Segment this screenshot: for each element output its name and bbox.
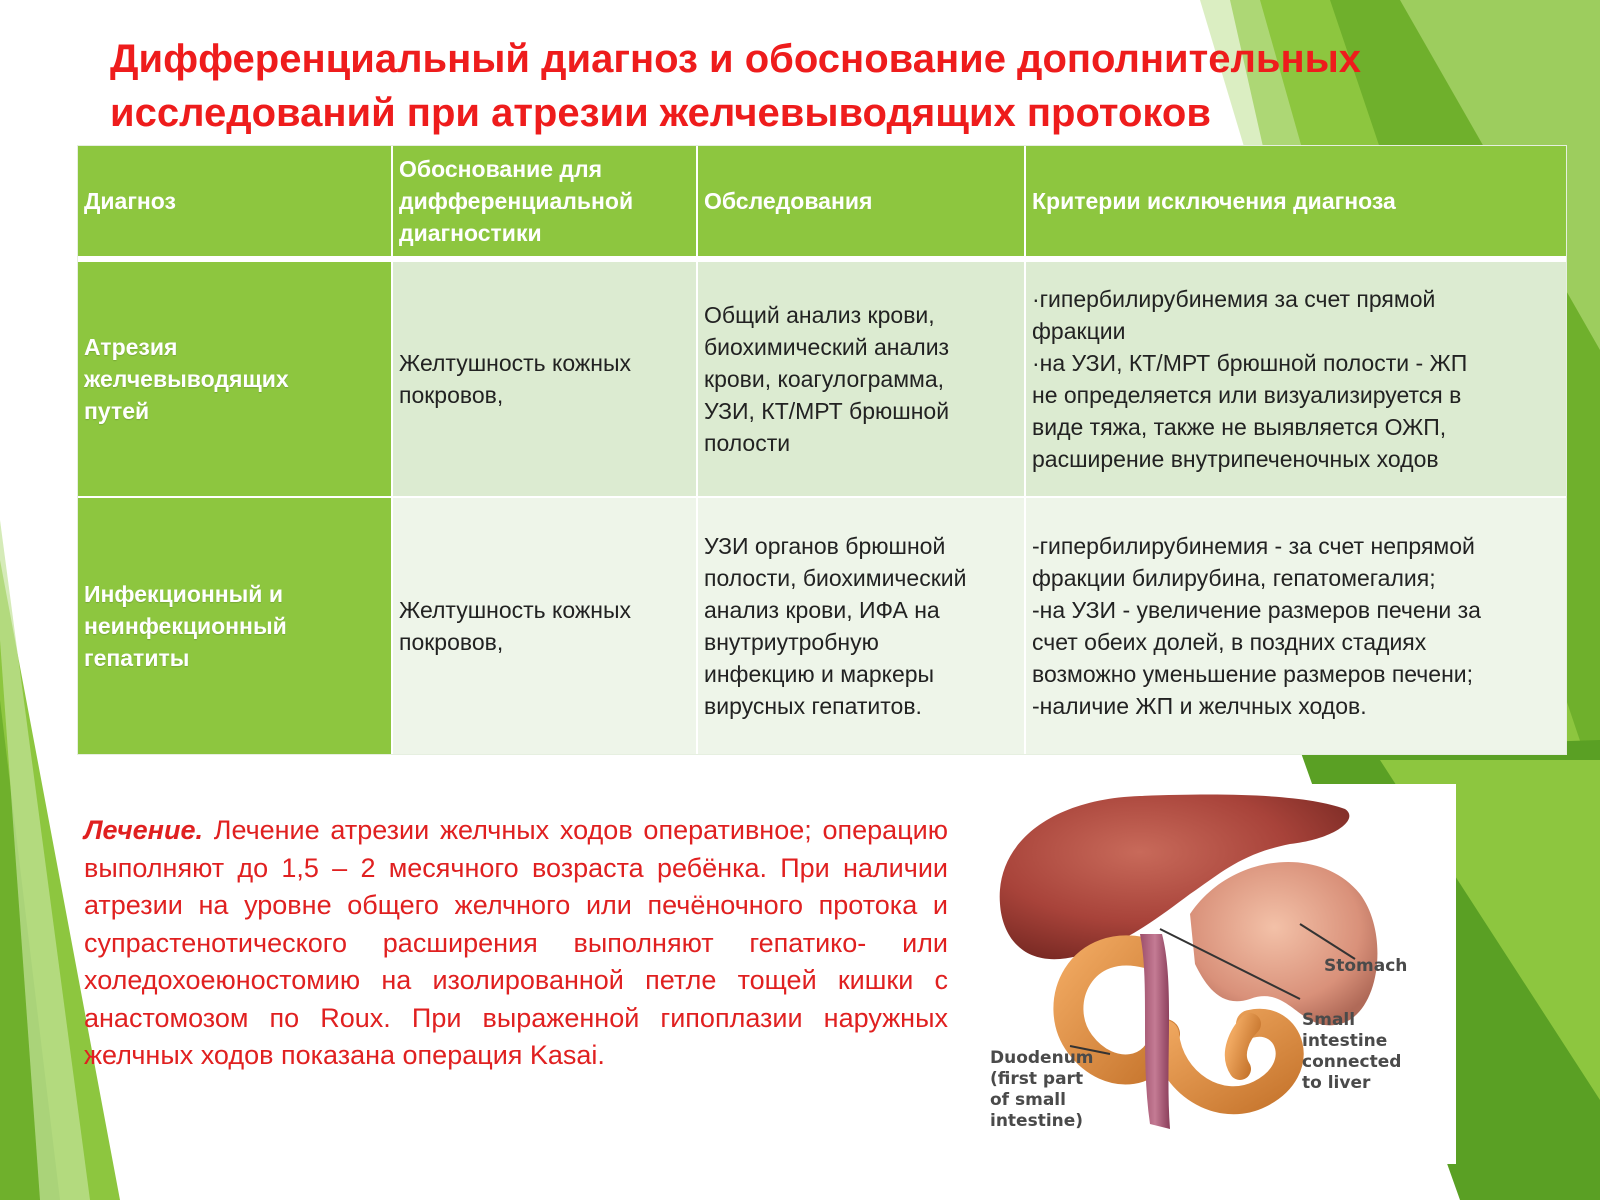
text-line: фракции билирубина, гепатомегалия; — [1032, 565, 1436, 591]
text-line: возможно уменьшение размеров печени; — [1032, 661, 1474, 687]
cell-diagnosis — [78, 262, 393, 496]
label-line: of small — [990, 1090, 1066, 1110]
header-criteria — [1026, 146, 1566, 256]
label-small-intestine — [1302, 1010, 1401, 1094]
label-line: Duodenum — [990, 1048, 1094, 1068]
text-line: Инфекционный и — [84, 581, 283, 607]
criteria-text — [1032, 530, 1481, 722]
text-line: покровов, — [399, 629, 504, 655]
text-line: не определяется или визуализируется в — [1032, 382, 1462, 408]
text-line: инфекцию и маркеры — [704, 661, 935, 687]
cell-diagnosis — [78, 498, 393, 754]
label-line: connected — [1302, 1052, 1402, 1072]
cell-exams — [698, 262, 1026, 496]
cell-criteria — [1026, 262, 1566, 496]
cell-exams — [698, 498, 1026, 754]
table-header-row — [78, 146, 1566, 256]
label-line: Small — [1302, 1010, 1356, 1030]
text-line: крови, коагулограмма, — [704, 366, 945, 392]
exams-text — [704, 299, 949, 459]
label-duodenum — [990, 1048, 1094, 1132]
text-line: -на УЗИ - увеличение размеров печени за — [1032, 597, 1481, 623]
text-line: гепатиты — [84, 645, 190, 671]
header-rationale — [393, 146, 698, 256]
page-title-line-1: Дифференциальный диагноз и обоснование дополнительных — [110, 37, 1362, 81]
rationale-text — [399, 347, 631, 411]
header-exams-label: Обследования — [704, 188, 873, 214]
treatment-text: Лечение атрезии желчных ходов оперативное; операцию выполняют до 1,5 – 2 месячного возраста ребёнка. При наличии атрезии на уровне общего желчного или печёночного протока и супрастенотического расширения выполняют гепатико- или холедохоеюностомию на изолированной петле тощей кишки с анастомозом по Roux. При выраженной гипоплазии наружных желчных ходов показана операция Kasai. — [84, 815, 948, 1070]
criteria-text — [1032, 283, 1467, 475]
text-line: вирусных гепатитов. — [704, 693, 922, 719]
header-diagnosis — [78, 146, 393, 256]
text-line: ·гипербилирубинемия за счет прямой — [1032, 286, 1436, 312]
header-rationale-line: дифференциальной — [399, 188, 634, 214]
header-rationale-line: Обоснование для — [399, 156, 603, 182]
cell-criteria — [1026, 498, 1566, 754]
diagnosis-text — [84, 331, 289, 427]
text-line: покровов, — [399, 382, 504, 408]
page-title-line-2: исследований при атрезии желчевыводящих протоков — [110, 91, 1211, 135]
cell-rationale — [393, 498, 698, 754]
treatment-paragraph — [84, 812, 948, 1075]
text-line: Желтушность кожных — [399, 350, 632, 376]
text-line: -наличие ЖП и желчных ходов. — [1032, 693, 1367, 719]
treatment-heading: Лечение. — [84, 815, 203, 845]
text-line: Атрезия — [84, 334, 178, 360]
header-rationale-line: диагностики — [399, 220, 542, 246]
text-line: виде тяжа, также не выявляется ОЖП, — [1032, 414, 1447, 440]
label-line: to liver — [1302, 1073, 1371, 1093]
header-exams — [698, 146, 1026, 256]
rationale-text — [399, 594, 631, 658]
text-line: путей — [84, 398, 150, 424]
text-line: желчевыводящих — [84, 366, 289, 392]
diagnosis-text — [84, 578, 287, 674]
text-line: анализ крови, ИФА на — [704, 597, 940, 623]
text-line: -гипербилирубинемия - за счет непрямой — [1032, 533, 1475, 559]
label-line: intestine) — [990, 1111, 1084, 1131]
cell-rationale — [393, 262, 698, 496]
text-line: неинфекционный — [84, 613, 287, 639]
text-line: полости — [704, 430, 791, 456]
header-criteria-label: Критерии исключения диагноза — [1032, 188, 1396, 214]
label-line: intestine — [1302, 1031, 1388, 1051]
text-line: УЗИ, КТ/МРТ брюшной — [704, 398, 950, 424]
header-diagnosis-label: Диагноз — [84, 188, 176, 214]
label-line: (first part — [990, 1069, 1084, 1089]
table-row — [78, 498, 1566, 754]
table-row — [78, 262, 1566, 496]
text-line: Желтушность кожных — [399, 597, 632, 623]
header-rationale-label — [399, 153, 633, 249]
text-line: Общий анализ крови, — [704, 302, 935, 328]
text-line: биохимический анализ — [704, 334, 950, 360]
anatomy-illustration — [990, 784, 1456, 1164]
page-title — [110, 32, 1550, 140]
text-line: расширение внутрипеченочных ходов — [1032, 446, 1439, 472]
text-line: счет обеих долей, в поздних стадиях — [1032, 629, 1427, 655]
text-line: фракции — [1032, 318, 1126, 344]
label-stomach: Stomach — [1324, 956, 1408, 976]
text-line: внутриутробную — [704, 629, 879, 655]
exams-text — [704, 530, 966, 722]
text-line: полости, биохимический — [704, 565, 967, 591]
text-line: УЗИ органов брюшной — [704, 533, 946, 559]
differential-diagnosis-table — [78, 146, 1566, 754]
text-line: ·на УЗИ, КТ/МРТ брюшной полости - ЖП — [1032, 350, 1468, 376]
